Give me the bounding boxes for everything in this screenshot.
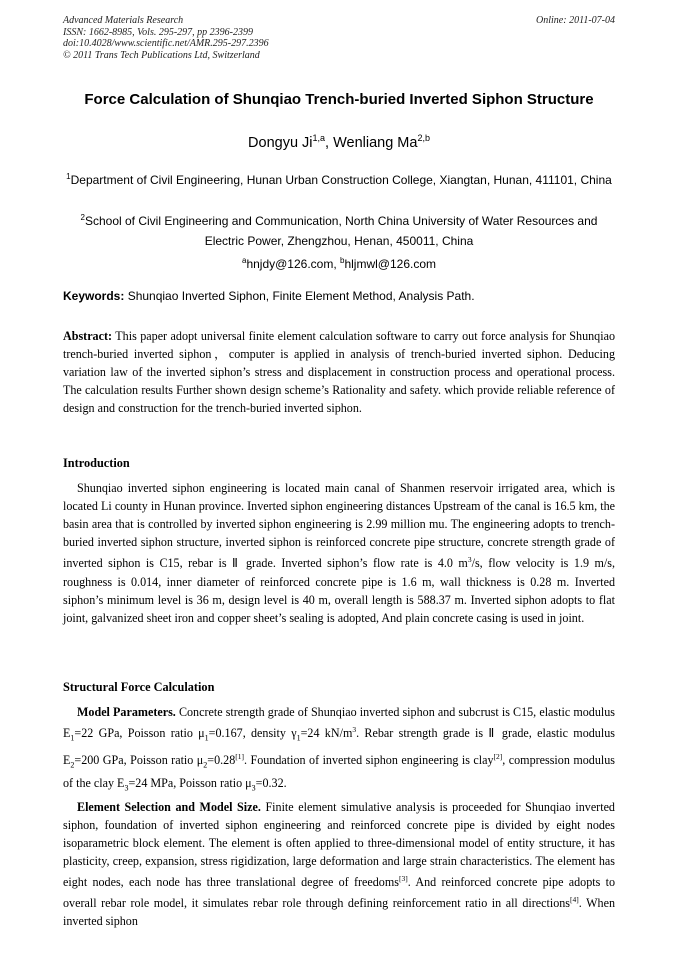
es-text: . And reinforced concrete pipe adopts to overall rebar role model, it simulates rebar role through defining reinforcement ratio in all directions: [63, 875, 615, 911]
mp-text: =22 GPa, Poisson ratio μ: [74, 726, 205, 741]
email-a-mark: a: [241, 256, 247, 265]
mp-text: , compression modulus of the clay E: [63, 752, 615, 791]
abstract-label: Abstract:: [63, 329, 113, 343]
es-text: Finite element simulative analysis is proceeded for Shunqiao inverted siphon, foundation of inverted siphon engineering and reinforced concrete pipe is divided by eight nodes isoparametric block element. The element is often applied to three-dimensional model of entity structure, it has plasticity, creep, expansion, stress rigidization, large deformation and large strain characteristics. The element has eight nodes, each node has three translational degree of freedoms: [63, 799, 615, 890]
mp-subscript: 1: [70, 733, 75, 743]
mp-text: =24 MPa, Poisson ratio μ: [128, 776, 252, 791]
copyright-line: © 2011 Trans Tech Publications Ltd, Switzerland: [63, 49, 260, 61]
affiliation-2: [63, 208, 615, 251]
mp-subscript: 1: [204, 733, 209, 743]
email-a: hnjdy@126.com,: [246, 257, 340, 271]
affiliation-1-mark: 1: [66, 172, 71, 181]
model-parameters-paragraph: [63, 703, 615, 798]
citation-ref: [4]: [570, 895, 579, 905]
mp-subscript: 1: [296, 733, 301, 743]
paper-title: Force Calculation of Shunqiao Trench-buried Inverted Siphon Structure: [84, 91, 594, 108]
email-line: [63, 251, 615, 274]
mp-text: =0.32.: [255, 776, 287, 791]
citation-ref: [1]: [235, 751, 245, 761]
affiliation-1: [63, 167, 615, 190]
author-1: Dongyu Ji: [248, 134, 313, 151]
mp-subscript: 3: [124, 783, 129, 793]
journal-header: [63, 15, 269, 61]
affiliation-2-text: School of Civil Engineering and Communication, North China University of Water Resources and Electric Power, Zhengzhou, Henan, 450011, China: [84, 214, 598, 248]
es-text: . When inverted siphon: [63, 896, 615, 929]
mp-subscript: 3: [251, 783, 256, 793]
mp-text: =0.28: [207, 752, 236, 767]
issn-line: ISSN: 1662-8985, Vols. 295-297, pp 2396-2399: [63, 26, 253, 38]
mp-text: =200 GPa, Poisson ratio μ: [74, 752, 204, 767]
intro-text-a: Shunqiao inverted siphon engineering is located main canal of Shanmen reservoir irrigated area, which is located Li county in Hunan province. Inverted siphon engineering distances Upstream of the canal is 16.5 km, the basin area that is controlled by inverted siphon engineering is 2.99 million mu. The engineering adopts to trench-buried inverted siphon structure, inverted siphon is reinforced concrete pipe structure, concrete strength grade of inverted siphon is C15, rebar is Ⅱ grade. Inverted siphon’s flow rate is 4.0 m: [63, 481, 615, 571]
section-heading-introduction: Introduction: [63, 456, 130, 470]
affiliation-2-mark: 2: [80, 213, 85, 222]
intro-superscript: 3: [467, 555, 472, 565]
abstract: [63, 327, 615, 417]
citation-ref: [3]: [398, 874, 408, 884]
element-selection-label: Element Selection and Model Size.: [77, 799, 261, 814]
model-parameters-label: Model Parameters.: [77, 705, 176, 719]
author-line: [0, 133, 678, 151]
journal-name: Advanced Materials Research: [63, 15, 184, 26]
keywords: [63, 289, 475, 303]
structural-section-body: [63, 703, 615, 930]
citation-ref: [2]: [493, 751, 503, 761]
keywords-label: Keywords:: [63, 289, 125, 303]
introduction-paragraph: [63, 479, 615, 627]
keywords-text: Shunqiao Inverted Siphon, Finite Element Method, Analysis Path.: [124, 289, 475, 303]
author-2: Wenliang Ma: [333, 134, 418, 151]
author-separator: ,: [325, 134, 334, 151]
section-heading-structural: Structural Force Calculation: [63, 680, 215, 694]
email-b-mark: b: [340, 256, 345, 265]
mp-text: . Foundation of inverted siphon engineering is clay: [244, 752, 494, 767]
mp-subscript: 2: [70, 760, 75, 770]
mp-text: =0.167, density γ: [208, 726, 297, 741]
doi-line: doi:10.4028/www.scientific.net/AMR.295-297.2396: [63, 38, 269, 49]
mp-text: . Rebar strength grade is Ⅱ grade, elastic modulus E: [63, 726, 615, 767]
email-b: hljmwl@126.com: [344, 257, 436, 271]
online-date: Online: 2011-07-04: [536, 15, 615, 26]
affiliation-1-text: Department of Civil Engineering, Hunan Urban Construction College, Xiangtan, Hunan, 411101, China: [70, 173, 612, 187]
mp-text: =24 kN/m: [300, 726, 353, 741]
element-selection-paragraph: [63, 798, 615, 931]
mp-superscript: 3: [352, 725, 357, 735]
intro-text-b: /s, flow velocity is 1.9 m/s, roughness is 0.014, inner diameter of reinforced concrete pipe is 1.6 m, wall thickness is 0.28 m. Inverted siphon’s minimum level is 36 m, design level is 40 m, overall length is 588.37 m. Inverted siphon adopts to flat joint, galvanized sheet iron and copper sheet’s sealing is adopted, And plain concrete casing is used in joint.: [63, 556, 616, 625]
author-1-affil-mark: 1,a: [312, 133, 326, 143]
mp-text: Concrete strength grade of Shunqiao inverted siphon and subcrust is C15, elastic modulus E: [63, 705, 615, 741]
mp-subscript: 2: [203, 760, 208, 770]
author-2-affil-mark: 2,b: [417, 133, 430, 143]
abstract-text: This paper adopt universal finite element calculation software to carry out force analysis for Shunqiao trench-buried inverted siphon，computer is applied in analysis of trench-buried inverted siphon. Deducing variation law of the inverted siphon’s stress and displacement in construction process and operational process. The calculation results Further shown design scheme’s Rationality and safety. which provide reliable reference of design and construction for the trench-buried inverted siphon.: [63, 329, 615, 416]
